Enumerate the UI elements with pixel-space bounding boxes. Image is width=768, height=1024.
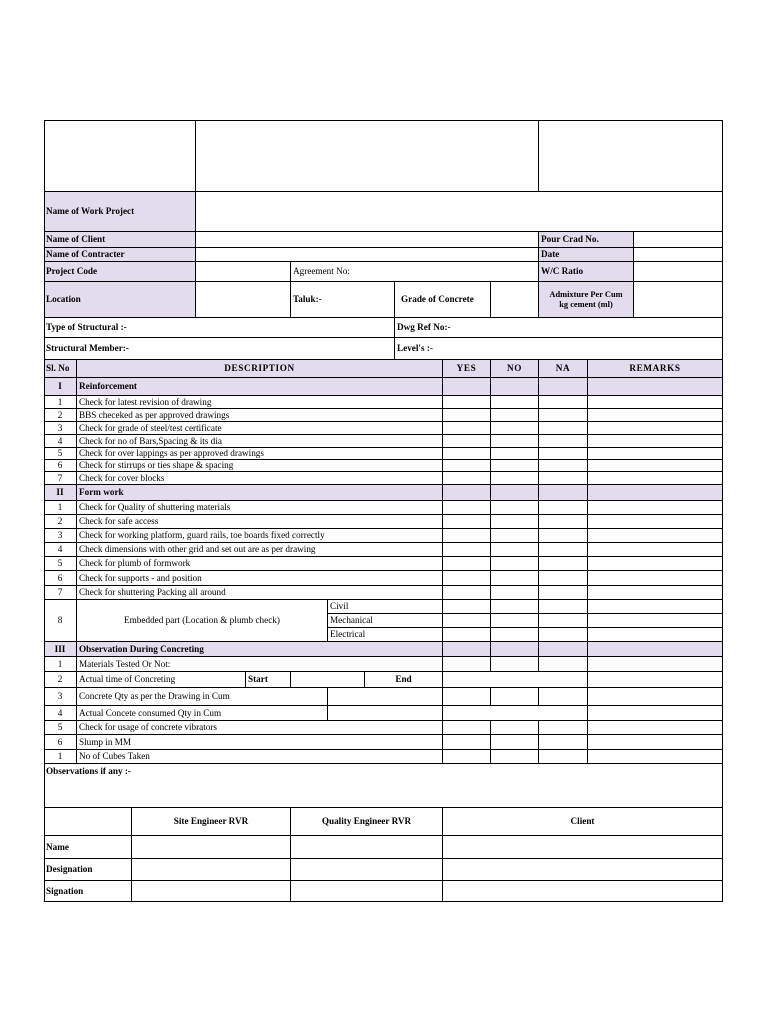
yes-cell[interactable] [443, 600, 491, 614]
section-blank-cell [491, 642, 539, 657]
embedded-part-description: Embedded part (Location & plumb check) [77, 600, 328, 642]
observations-field[interactable]: Observations if any :- [44, 764, 723, 808]
yes-cell[interactable] [443, 586, 491, 600]
row-number: 3 [44, 529, 77, 543]
actual-time-label: Actual time of Concreting [77, 672, 246, 688]
remarks-cell[interactable] [588, 501, 723, 515]
actual-consumed-label: Actual Concete consumed Qty in Cum [77, 706, 328, 721]
pour-card-checklist-form [44, 120, 723, 902]
section-title: Reinforcement [77, 378, 443, 396]
signoff-corner-cell [44, 808, 132, 836]
section-blank-cell [588, 378, 723, 396]
no-cell[interactable] [491, 409, 539, 422]
na-cell[interactable] [539, 657, 588, 672]
no-cell[interactable] [491, 501, 539, 515]
embedded-sub-electrical: Electrical [328, 628, 443, 642]
remarks-cell[interactable] [588, 735, 723, 750]
signoff-cell[interactable] [132, 859, 291, 881]
no-cell[interactable] [491, 750, 539, 764]
no-cell[interactable] [491, 460, 539, 472]
row-number: 1 [44, 501, 77, 515]
yes-cell[interactable] [443, 460, 491, 472]
start-time-value[interactable] [291, 672, 365, 688]
name-of-work-value[interactable] [196, 192, 723, 232]
no-cell[interactable] [491, 472, 539, 485]
na-cell[interactable] [539, 409, 588, 422]
col-header-sl-no: Sl. No [44, 360, 77, 378]
agreement-no-field[interactable]: Agreement No: [291, 262, 539, 282]
yes-cell[interactable] [443, 614, 491, 628]
checklist-item: Check for over lappings as per approved drawings [77, 448, 443, 460]
remarks-cell[interactable] [588, 396, 723, 409]
section-blank-cell [491, 378, 539, 396]
section-blank-cell [443, 378, 491, 396]
remarks-cell[interactable] [588, 435, 723, 448]
checklist-item: BBS checeked as per approved drawings [77, 409, 443, 422]
na-cell[interactable] [539, 529, 588, 543]
type-of-structural-field[interactable]: Type of Structural :- [44, 318, 395, 338]
signoff-header-client: Client [443, 808, 723, 836]
yes-cell[interactable] [443, 657, 491, 672]
row-number: 7 [44, 472, 77, 485]
yes-cell[interactable] [443, 688, 491, 706]
checklist-item: Check dimensions with other grid and set out are as per drawing [77, 543, 443, 557]
yes-cell[interactable] [443, 409, 491, 422]
signoff-cell[interactable] [443, 859, 723, 881]
yes-cell[interactable] [443, 435, 491, 448]
signoff-cell[interactable] [291, 859, 443, 881]
remarks-cell[interactable] [588, 628, 723, 642]
checklist-item: Check for no of Bars,Spacing & its dia [77, 435, 443, 448]
col-header-no: NO [491, 360, 539, 378]
remarks-cell[interactable] [588, 422, 723, 435]
no-cell[interactable] [491, 628, 539, 642]
na-cell[interactable] [539, 688, 588, 706]
row-number: 2 [44, 409, 77, 422]
location-value[interactable] [196, 282, 291, 318]
embedded-sub-civil: Civil [328, 600, 443, 614]
col-header-na: NA [539, 360, 588, 378]
name-of-work-label: Name of Work Project [44, 192, 196, 232]
remarks-cell[interactable] [588, 672, 723, 688]
start-time-label: Start [246, 672, 291, 688]
section-title: Observation During Concreting [77, 642, 443, 657]
na-cell[interactable] [539, 571, 588, 586]
admixture-label [539, 282, 634, 318]
admixture-value[interactable] [634, 282, 723, 318]
no-cell[interactable] [491, 543, 539, 557]
project-code-label: Project Code [44, 262, 196, 282]
project-code-value[interactable] [196, 262, 291, 282]
checklist-item: Check for supports - and position [77, 571, 443, 586]
checklist-item: Check for usage of concrete vibrators [77, 721, 443, 735]
actual-consumed-value[interactable] [328, 706, 443, 721]
na-cell[interactable] [539, 460, 588, 472]
remarks-cell[interactable] [588, 409, 723, 422]
section-number: II [44, 485, 77, 501]
no-cell[interactable] [491, 586, 539, 600]
section-blank-cell [588, 642, 723, 657]
no-cell[interactable] [491, 435, 539, 448]
no-cell[interactable] [491, 721, 539, 735]
remarks-cell[interactable] [588, 586, 723, 600]
no-cell[interactable] [491, 529, 539, 543]
yes-cell[interactable] [443, 543, 491, 557]
yes-cell[interactable] [443, 557, 491, 571]
na-cell[interactable] [539, 501, 588, 515]
remarks-cell[interactable] [588, 721, 723, 735]
dwg-ref-no-field[interactable]: Dwg Ref No:- [395, 318, 723, 338]
embedded-sub-mechanical: Mechanical [328, 614, 443, 628]
no-cell[interactable] [491, 688, 539, 706]
yes-cell[interactable] [443, 571, 491, 586]
section-blank-cell [491, 485, 539, 501]
pour-card-no-label: Pour Crad No. [539, 232, 634, 248]
na-cell[interactable] [539, 396, 588, 409]
checklist-item: Check for safe access [77, 515, 443, 529]
remarks-cell[interactable] [588, 688, 723, 706]
remarks-cell[interactable] [588, 543, 723, 557]
yes-cell[interactable] [443, 529, 491, 543]
name-of-contracter-label: Name of Contracter [44, 248, 196, 262]
remarks-cell[interactable] [588, 600, 723, 614]
taluk-field[interactable]: Taluk:- [291, 282, 395, 318]
remarks-cell[interactable] [588, 614, 723, 628]
col-header-remarks: REMARKS [588, 360, 723, 378]
col-header-description: DESCRIPTION [77, 360, 443, 378]
logo-cell-left [44, 120, 196, 192]
row-number: 1 [44, 396, 77, 409]
yes-cell[interactable] [443, 735, 491, 750]
remarks-cell[interactable] [588, 706, 723, 721]
row-number: 2 [44, 515, 77, 529]
signoff-cell[interactable] [291, 881, 443, 902]
na-cell[interactable] [539, 448, 588, 460]
row-number: 3 [44, 688, 77, 706]
no-cell[interactable] [491, 422, 539, 435]
remarks-cell[interactable] [588, 448, 723, 460]
checklist-item: Check for working platform, guard rails, toe boards fixed correctly [77, 529, 443, 543]
no-cell[interactable] [491, 396, 539, 409]
checklist-item: Check for latest revision of drawing [77, 396, 443, 409]
checklist-item: Slump in MM [77, 735, 443, 750]
name-of-contracter-value[interactable] [196, 248, 539, 262]
section-blank-cell [588, 485, 723, 501]
structural-member-field[interactable]: Structural Member:- [44, 338, 395, 360]
no-cell[interactable] [491, 557, 539, 571]
row-number: 5 [44, 721, 77, 735]
merged-check-cell[interactable] [443, 706, 588, 721]
row-number: 1 [44, 750, 77, 764]
na-cell[interactable] [539, 628, 588, 642]
yes-cell[interactable] [443, 422, 491, 435]
remarks-cell[interactable] [588, 750, 723, 764]
na-cell[interactable] [539, 735, 588, 750]
remarks-cell[interactable] [588, 657, 723, 672]
concrete-qty-label: Concrete Qty as per the Drawing in Cum [77, 688, 328, 706]
row-number: 3 [44, 422, 77, 435]
remarks-cell[interactable] [588, 515, 723, 529]
yes-cell[interactable] [443, 628, 491, 642]
section-number: I [44, 378, 77, 396]
name-of-client-value[interactable] [196, 232, 539, 248]
row-number: 6 [44, 735, 77, 750]
date-label: Date [539, 248, 634, 262]
na-cell[interactable] [539, 557, 588, 571]
na-cell[interactable] [539, 422, 588, 435]
section-blank-cell [539, 485, 588, 501]
na-cell[interactable] [539, 543, 588, 557]
na-cell[interactable] [539, 586, 588, 600]
row-number: 1 [44, 657, 77, 672]
row-number: 5 [44, 448, 77, 460]
na-cell[interactable] [539, 515, 588, 529]
checklist-item: Check for stirrups or ties shape & spacing [77, 460, 443, 472]
wc-ratio-value[interactable] [634, 262, 723, 282]
signoff-cell[interactable] [132, 836, 291, 859]
remarks-cell[interactable] [588, 460, 723, 472]
section-blank-cell [539, 642, 588, 657]
row-number: 8 [44, 600, 77, 642]
name-of-client-label: Name of Client [44, 232, 196, 248]
na-cell[interactable] [539, 600, 588, 614]
yes-cell[interactable] [443, 448, 491, 460]
na-cell[interactable] [539, 472, 588, 485]
no-cell[interactable] [491, 735, 539, 750]
section-number: III [44, 642, 77, 657]
yes-cell[interactable] [443, 515, 491, 529]
pour-card-no-value[interactable] [634, 232, 723, 248]
checklist-item: Check for grade of steel/test certificate [77, 422, 443, 435]
signoff-row-signature: Signation [44, 881, 132, 902]
yes-cell[interactable] [443, 750, 491, 764]
row-number: 7 [44, 586, 77, 600]
end-time-value[interactable] [443, 672, 588, 688]
row-number: 4 [44, 543, 77, 557]
no-cell[interactable] [491, 600, 539, 614]
section-blank-cell [443, 485, 491, 501]
checklist-item: No of Cubes Taken [77, 750, 443, 764]
grade-of-concrete-value[interactable] [491, 282, 539, 318]
row-number: 4 [44, 435, 77, 448]
checklist-item: Check for shuttering Packing all around [77, 586, 443, 600]
yes-cell[interactable] [443, 396, 491, 409]
col-header-yes: YES [443, 360, 491, 378]
no-cell[interactable] [491, 448, 539, 460]
signoff-cell[interactable] [443, 836, 723, 859]
na-cell[interactable] [539, 614, 588, 628]
signoff-cell[interactable] [132, 881, 291, 902]
levels-field[interactable]: Level's :- [395, 338, 723, 360]
concrete-qty-value[interactable] [328, 688, 443, 706]
admixture-label-line2: kg cement (ml) [559, 299, 613, 309]
wc-ratio-label: W/C Ratio [539, 262, 634, 282]
yes-cell[interactable] [443, 501, 491, 515]
yes-cell[interactable] [443, 721, 491, 735]
no-cell[interactable] [491, 515, 539, 529]
title-cell [196, 120, 539, 192]
checklist-item: Check for cover blocks [77, 472, 443, 485]
checklist-item: Check for Quality of shuttering materials [77, 501, 443, 515]
row-number: 2 [44, 672, 77, 688]
signoff-header-site-engineer: Site Engineer RVR [132, 808, 291, 836]
logo-cell-right [539, 120, 723, 192]
signoff-header-quality-engineer: Quality Engineer RVR [291, 808, 443, 836]
signoff-cell[interactable] [291, 836, 443, 859]
date-value[interactable] [634, 248, 723, 262]
remarks-cell[interactable] [588, 472, 723, 485]
signoff-row-designation: Designation [44, 859, 132, 881]
materials-tested-field[interactable]: Materials Tested Or Not: [77, 657, 443, 672]
signoff-row-name: Name [44, 836, 132, 859]
yes-cell[interactable] [443, 472, 491, 485]
remarks-cell[interactable] [588, 571, 723, 586]
row-number: 5 [44, 557, 77, 571]
remarks-cell[interactable] [588, 557, 723, 571]
remarks-cell[interactable] [588, 529, 723, 543]
row-number: 6 [44, 571, 77, 586]
row-number: 4 [44, 706, 77, 721]
na-cell[interactable] [539, 435, 588, 448]
grade-of-concrete-label: Grade of Concrete [395, 282, 491, 318]
no-cell[interactable] [491, 657, 539, 672]
na-cell[interactable] [539, 721, 588, 735]
section-blank-cell [443, 642, 491, 657]
section-title: Form work [77, 485, 443, 501]
admixture-label-line1: Admixture Per Cum [549, 290, 623, 300]
location-label: Location [44, 282, 196, 318]
section-blank-cell [539, 378, 588, 396]
end-time-label: End [365, 672, 443, 688]
row-number: 6 [44, 460, 77, 472]
checklist-item: Check for plumb of formwork [77, 557, 443, 571]
signoff-cell[interactable] [443, 881, 723, 902]
no-cell[interactable] [491, 614, 539, 628]
no-cell[interactable] [491, 571, 539, 586]
na-cell[interactable] [539, 750, 588, 764]
